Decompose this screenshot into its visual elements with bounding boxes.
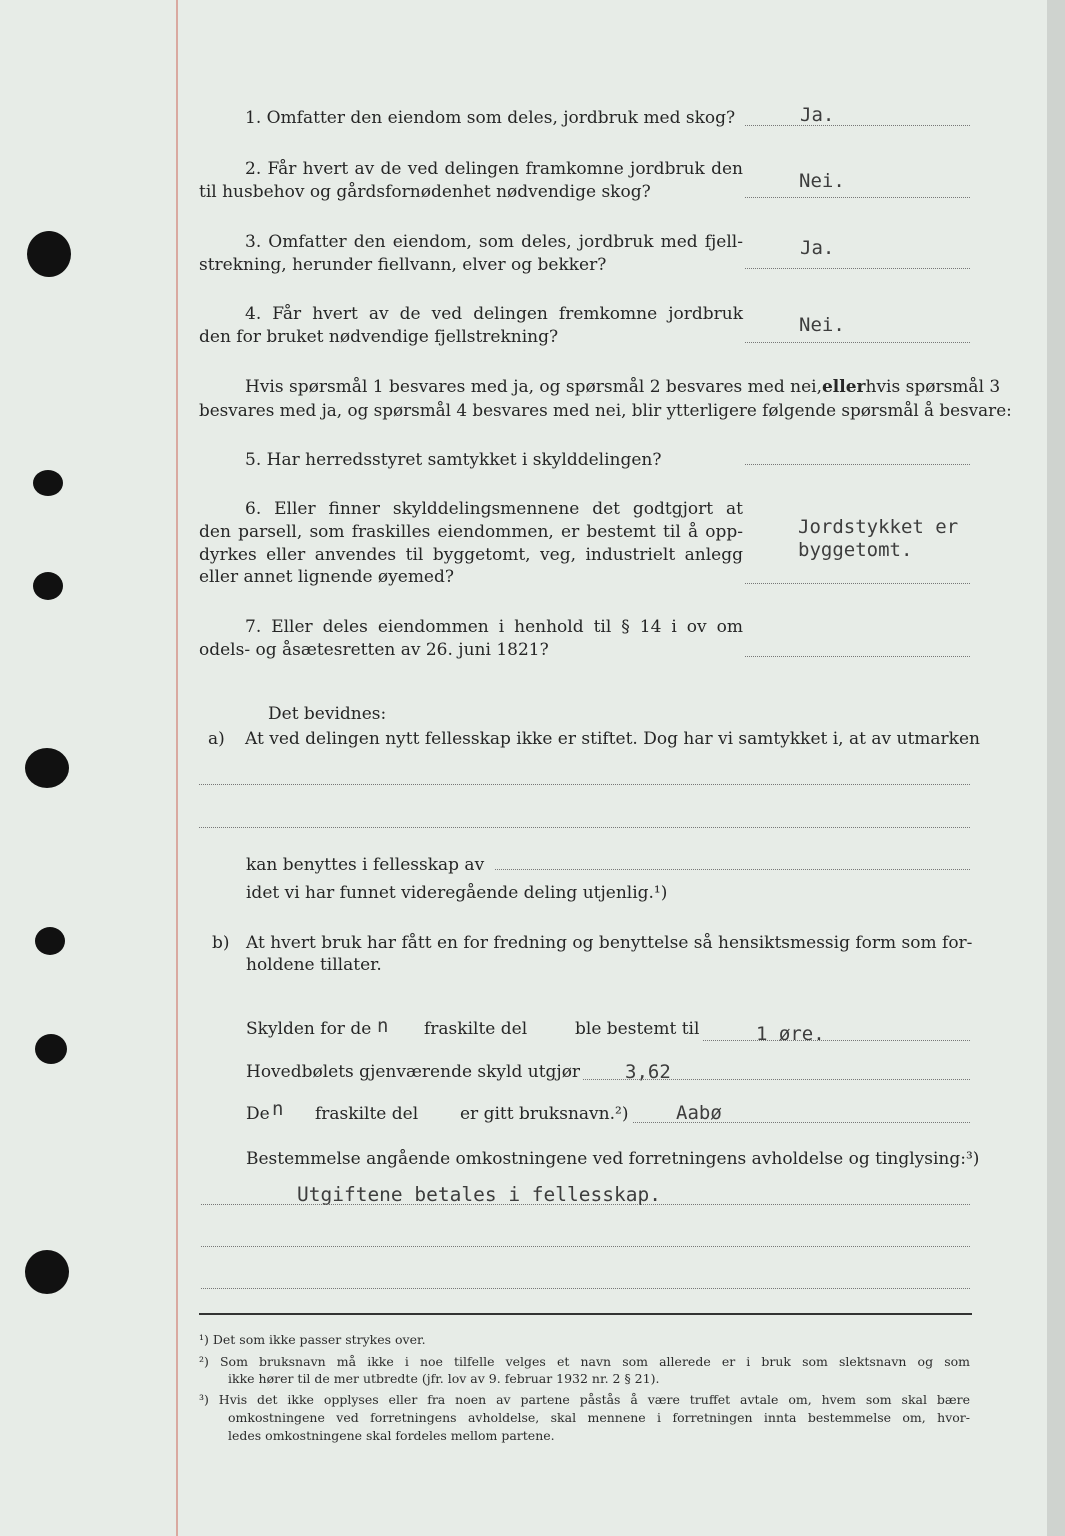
footnote-3-line1: ³) Hvis det ikke opplyses eller fra noen av partene påstås å være truffet avtale om, hvem som skal bære <box>199 1392 970 1407</box>
intro-line1-a: Hvis spørsmål 1 besvares med ja, og spørsmål 2 besvares med nei, <box>245 377 822 397</box>
skyld-label-a: Skylden for de <box>246 1019 372 1039</box>
costs-label: Bestemmelse angående omkostningene ved forretningens avholdelse og tinglysing:³) <box>246 1149 980 1169</box>
question-6-line4: eller annet lignende øyemed? <box>199 567 454 587</box>
answer-line-7 <box>745 656 970 657</box>
navn-label-b: fraskilte del <box>315 1104 419 1124</box>
findings-b-line2: holdene tillater. <box>246 955 382 975</box>
costs-value[interactable]: Utgiftene betales i fellesskap. <box>297 1183 661 1206</box>
question-4-line2: den for bruket nødvendige fjellstrekning? <box>199 327 559 347</box>
question-1: 1. Omfatter den eiendom som deles, jordbruk med skog? <box>245 108 736 128</box>
punch-hole <box>27 231 71 277</box>
page-edge <box>1047 0 1065 1536</box>
footnote-2-line2: ikke hører til de mer utbredte (jfr. lov av 9. februar 1932 nr. 2 § 21). <box>228 1371 660 1386</box>
question-4-line1: 4. Får hvert av de ved delingen fremkomne jordbruk <box>245 304 743 324</box>
punch-hole <box>35 927 65 955</box>
question-7-line1: 7. Eller deles eiendommen i henhold til § 14 i ov om <box>245 617 743 637</box>
hoved-value[interactable]: 3,62 <box>625 1061 671 1083</box>
answer-4[interactable]: Nei. <box>799 314 845 336</box>
answer-6-line1[interactable]: Jordstykket er <box>798 516 959 538</box>
question-6-line3: dyrkes eller anvendes til byggetomt, veg, industrielt anlegg <box>199 545 743 565</box>
question-6-line1: 6. Eller finner skylddelingsmennene det godtgjort at <box>245 499 743 519</box>
answer-line-6 <box>745 583 970 584</box>
footnote-divider <box>199 1313 972 1315</box>
skyld-label-b: fraskilte del <box>424 1019 528 1039</box>
findings-a-common-line <box>495 869 970 870</box>
intro-line2: besvares med ja, og spørsmål 4 besvares med nei, blir ytterligere følgende spørsmål å besvare: <box>199 400 1012 420</box>
findings-b-label: b) <box>212 933 230 953</box>
intro-line1-b: hvis spørsmål 3 <box>865 377 1001 397</box>
question-2-line1: 2. Får hvert av de ved delingen framkomne jordbruk den <box>245 159 743 179</box>
footnote-3-line3: ledes omkostningene skal fordeles mellom partene. <box>228 1428 555 1443</box>
costs-line-3 <box>201 1288 970 1289</box>
question-6-line2: den parsell, som fraskilles eiendommen, er bestemt til å opp- <box>199 522 743 542</box>
skyld-hw: n <box>377 1015 389 1037</box>
punch-hole <box>33 572 63 600</box>
answer-2[interactable]: Nei. <box>799 170 845 192</box>
findings-a-text: At ved delingen nytt fellesskap ikke er stiftet. Dog har vi samtykket i, at av utmarken <box>245 729 980 749</box>
punch-hole <box>25 1250 69 1294</box>
question-3-line1: 3. Omfatter den eiendom, som deles, jordbruk med fjell- <box>245 232 743 252</box>
answer-line-4 <box>745 342 970 343</box>
navn-value[interactable]: Aabø <box>676 1102 722 1124</box>
answer-line-3 <box>745 268 970 269</box>
question-5: 5. Har herredsstyret samtykket i skylddelingen? <box>245 450 662 470</box>
skyld-label-c: ble bestemt til <box>575 1019 700 1039</box>
answer-line-2 <box>745 197 970 198</box>
findings-a-reason: idet vi har funnet videregående deling utjenlig.¹) <box>246 883 668 903</box>
footnote-3-line2: omkostningene ved forretningens avholdelse, skal mennene i forretningen innta bestemmelse om, hvor- <box>228 1410 970 1425</box>
punch-hole <box>33 470 63 496</box>
question-7-line2: odels- og åsætesretten av 26. juni 1821? <box>199 640 549 660</box>
costs-line-2 <box>201 1246 970 1247</box>
answer-line-5 <box>745 464 970 465</box>
findings-heading: Det bevidnes: <box>268 704 387 724</box>
costs-line-1 <box>201 1204 970 1205</box>
skyld-value[interactable]: 1 øre. <box>756 1023 825 1045</box>
skyld-line <box>703 1040 970 1041</box>
findings-a-line2 <box>199 827 970 828</box>
intro-line1-bold: eller <box>821 377 866 397</box>
punch-hole <box>25 748 69 788</box>
findings-a-common: kan benyttes i fellesskap av <box>246 855 485 875</box>
intro-line1 <box>245 376 1001 398</box>
hoved-label: Hovedbølets gjenværende skyld utgjør <box>246 1062 581 1082</box>
findings-a-label: a) <box>208 729 225 749</box>
question-3-line2: strekning, herunder fiellvann, elver og bekker? <box>199 255 607 275</box>
navn-label-c: er gitt bruksnavn.²) <box>460 1104 629 1124</box>
question-2-line2: til husbehov og gårdsfornødenhet nødvendige skog? <box>199 182 651 202</box>
punch-hole <box>35 1034 67 1064</box>
findings-b-line1: At hvert bruk har fått en for fredning og benyttelse så hensiktsmessig form som for- <box>246 933 973 953</box>
answer-3[interactable]: Ja. <box>800 237 835 259</box>
footnote-1: ¹) Det som ikke passer strykes over. <box>199 1332 426 1347</box>
answer-1[interactable]: Ja. <box>800 104 835 126</box>
findings-a-line1 <box>199 784 970 785</box>
navn-hw: n <box>272 1098 284 1120</box>
footnote-2-line1: ²) Som bruksnavn må ikke i noe tilfelle velges et navn som allerede er i bruk som slektsnavn og som <box>199 1354 970 1369</box>
answer-6-line2[interactable]: byggetomt. <box>798 539 913 561</box>
answer-line-1 <box>745 125 970 126</box>
navn-label-a: De <box>246 1104 270 1124</box>
margin-rule <box>176 0 178 1536</box>
